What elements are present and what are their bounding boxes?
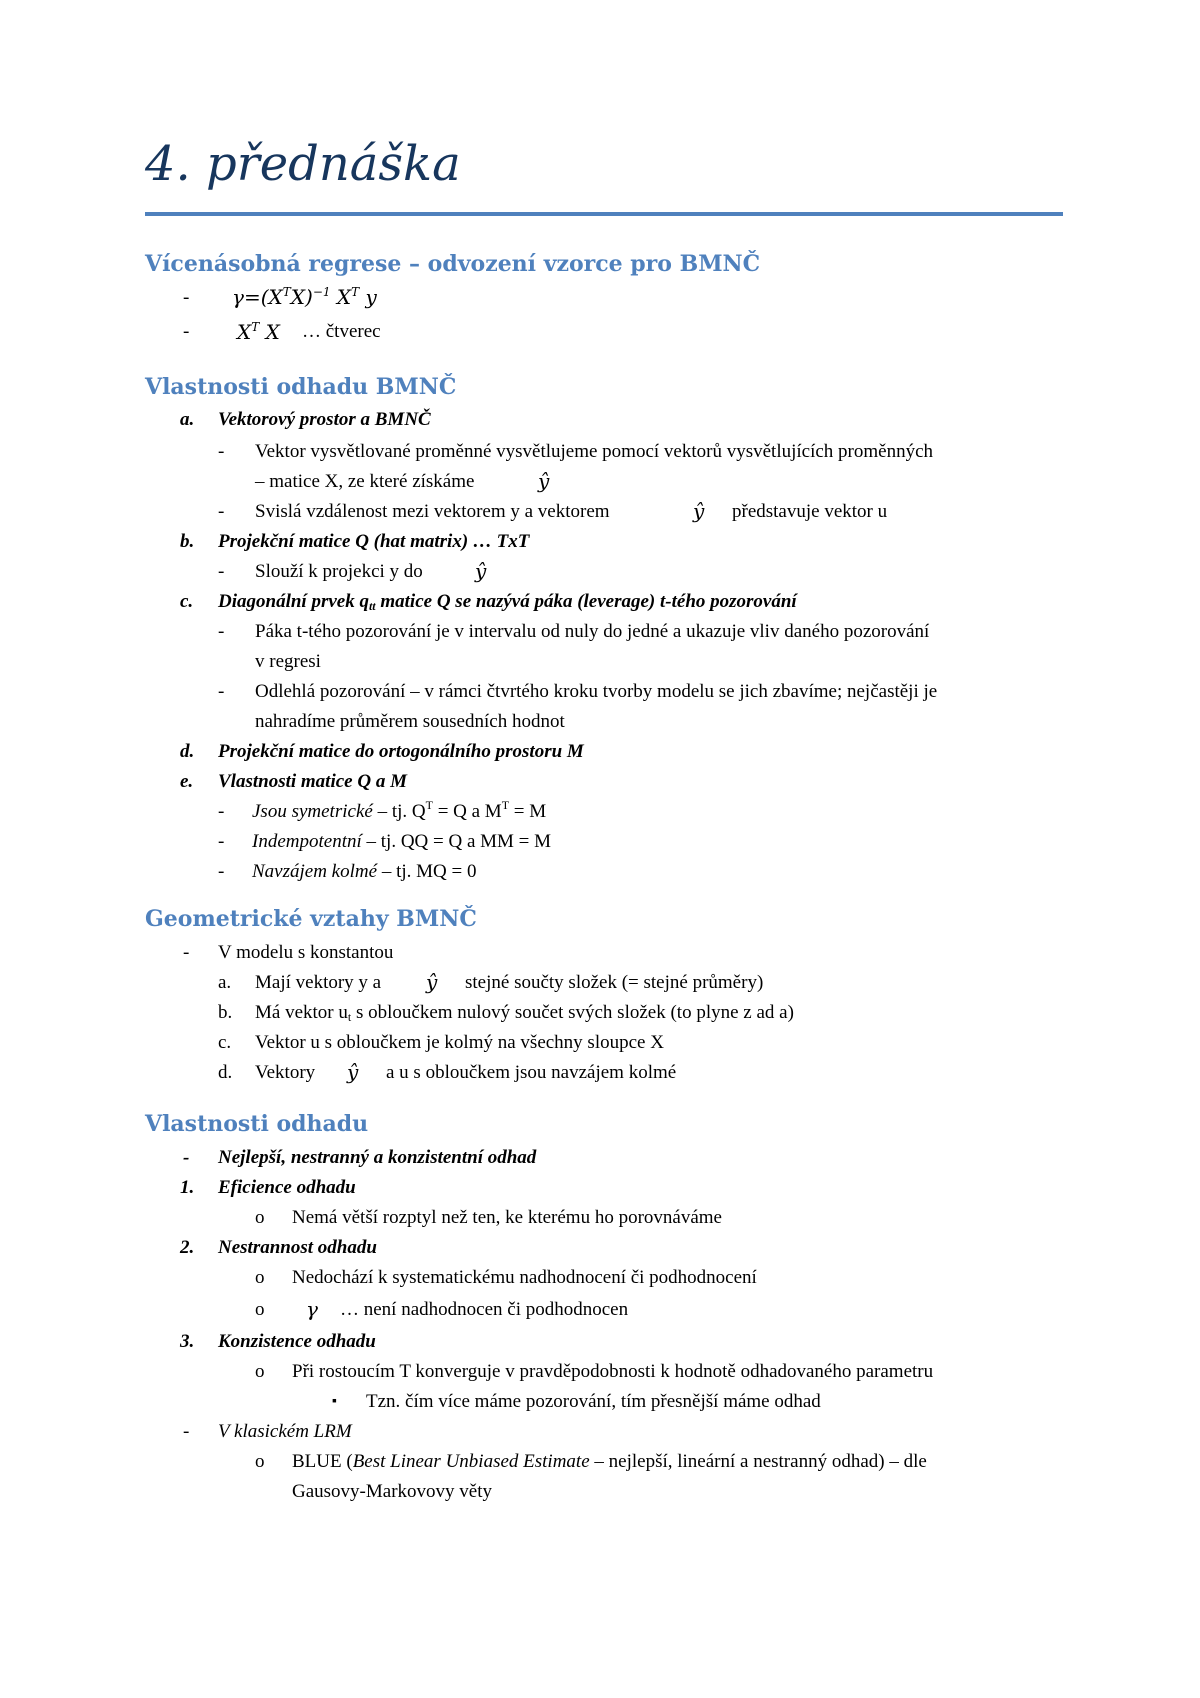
list-item-text: nahradíme průměrem sousedních hodnot — [255, 711, 565, 732]
list-bullet-square: ▪ — [332, 1394, 337, 1409]
section-heading-vlastnosti-odhadu: Vlastnosti odhadu — [145, 1111, 369, 1137]
list-item-text: Odlehlá pozorování – v rámci čtvrtého kroku tvorby modelu se jich zbavíme; nejčastěji je — [255, 681, 938, 702]
yhat-symbol: ŷ — [347, 1060, 359, 1084]
list-item-text: Vektory — [255, 1062, 316, 1083]
list-letter: b. — [218, 1002, 233, 1023]
formula-gamma: $\gamma=(X^TX)^{-1}$ $X^T$ y — [232, 285, 377, 309]
list-bullet-o: o — [255, 1267, 265, 1288]
list-item-text: Navzájem kolmé – tj. MQ = 0 — [252, 861, 477, 882]
gamma-symbol: γ — [306, 1297, 318, 1321]
list-item-heading: Nestrannost odhadu — [218, 1237, 377, 1258]
list-item-text: … není nadhodnocen či podhodnocen — [340, 1299, 629, 1320]
list-item-text: Vektor u s obloučkem je kolmý na všechny sloupce X — [255, 1032, 664, 1053]
list-letter: c. — [180, 591, 194, 612]
list-number: 3. — [180, 1331, 195, 1352]
list-item-heading: Diagonální prvek $q_{tt}$ matice Q se nazývá páka (leverage) t-tého pozorování — [218, 591, 797, 613]
page-title: 4. přednáška — [145, 136, 461, 192]
list-letter: d. — [180, 741, 195, 762]
list-item-text: v regresi — [255, 651, 321, 672]
list-dash: - — [183, 287, 190, 308]
list-bullet-o: o — [255, 1451, 265, 1472]
list-item-text: Jsou symetrické – tj. $Q^T = Q$ a $M^T = M$ — [252, 798, 547, 822]
list-bullet-o: o — [255, 1299, 265, 1320]
list-item-text: … čtverec — [302, 321, 381, 342]
list-item-text: Páka t-tého pozorování je v intervalu od nuly do jedné a ukazuje vliv daného pozorování — [255, 621, 930, 642]
section-heading-regrese: Vícenásobná regrese – odvození vzorce pro BMNČ — [145, 251, 761, 277]
list-item-text: BLUE (Best Linear Unbiased Estimate – nejlepší, lineární a nestranný odhad) – dle — [292, 1451, 927, 1472]
list-item-text: Vektor vysvětlované proměnné vysvětlujeme pomocí vektorů vysvětlujících proměnných — [255, 441, 934, 462]
list-item-text: – matice X, ze které získáme — [255, 471, 475, 492]
yhat-symbol: ŷ — [693, 499, 705, 523]
list-bullet-o: o — [255, 1207, 265, 1228]
list-item-text: Indempotentní – tj. QQ = Q a MM = M — [252, 831, 552, 852]
list-dash: - — [183, 1421, 190, 1442]
list-letter: a. — [218, 972, 232, 993]
list-item-text: a u s obloučkem jsou navzájem kolmé — [386, 1062, 677, 1083]
list-number: 2. — [180, 1237, 195, 1258]
list-item-text: Gausovy-Markovovy věty — [292, 1481, 492, 1502]
list-item-text: Slouží k projekci y do — [255, 561, 423, 582]
list-item-heading: Nejlepší, nestranný a konzistentní odhad — [218, 1147, 537, 1168]
list-item-text: Při rostoucím T konverguje v pravděpodobnosti k hodnotě odhadovaného parametru — [292, 1361, 934, 1382]
list-item-heading: Projekční matice Q (hat matrix) … TxT — [218, 531, 530, 552]
list-item-text: Nedochází k systematickému nadhodnocení či podhodnocení — [292, 1267, 757, 1288]
list-dash: - — [183, 942, 190, 963]
yhat-symbol: ŷ — [426, 970, 438, 994]
list-dash: - — [218, 561, 225, 582]
list-dash: - — [218, 861, 225, 882]
list-dash: - — [218, 831, 225, 852]
list-letter: e. — [180, 771, 194, 792]
list-letter: a. — [180, 409, 195, 430]
list-item-heading: Eficience odhadu — [218, 1177, 356, 1198]
list-dash: - — [218, 621, 225, 642]
list-item-text: Má vektor $u_t$ s obloučkem nulový součet svých složek (to plyne z ad a) — [255, 1002, 794, 1024]
list-letter: b. — [180, 531, 195, 552]
list-dash: - — [218, 801, 225, 822]
list-bullet-o: o — [255, 1361, 265, 1382]
list-item-text: stejné součty složek (= stejné průměry) — [465, 972, 764, 993]
yhat-symbol: ŷ — [538, 469, 550, 493]
list-dash: - — [218, 441, 225, 462]
list-item-text: představuje vektor u — [732, 501, 888, 522]
list-item-text: Nemá větší rozptyl než ten, ke kterému ho porovnáváme — [292, 1207, 722, 1228]
list-letter: d. — [218, 1062, 233, 1083]
list-item-heading: Projekční matice do ortogonálního prostoru M — [218, 741, 584, 762]
title-underline — [145, 212, 1063, 216]
section-heading-vlastnosti-bmnc: Vlastnosti odhadu BMNČ — [145, 374, 457, 400]
list-item-text: Mají vektory y a — [255, 972, 382, 993]
list-item-heading: Vlastnosti matice Q a M — [218, 771, 407, 792]
list-item-heading: Konzistence odhadu — [218, 1331, 376, 1352]
list-dash: - — [218, 681, 225, 702]
list-dash: - — [183, 1147, 190, 1168]
list-item-text: Tzn. čím více máme pozorování, tím přesnější máme odhad — [366, 1391, 821, 1412]
list-item-text: V klasickém LRM — [218, 1421, 352, 1442]
list-number: 1. — [180, 1177, 195, 1198]
formula-xtx: $X^T$ X — [237, 320, 280, 344]
list-dash: - — [218, 501, 225, 522]
list-item-text: Svislá vzdálenost mezi vektorem y a vektorem — [255, 501, 610, 522]
list-letter: c. — [218, 1032, 232, 1053]
list-item-text: V modelu s konstantou — [218, 942, 394, 963]
list-dash: - — [183, 321, 190, 342]
yhat-symbol: ŷ — [475, 559, 487, 583]
section-heading-geometricke: Geometrické vztahy BMNČ — [145, 906, 477, 932]
list-item-heading: Vektorový prostor a BMNČ — [218, 409, 431, 430]
